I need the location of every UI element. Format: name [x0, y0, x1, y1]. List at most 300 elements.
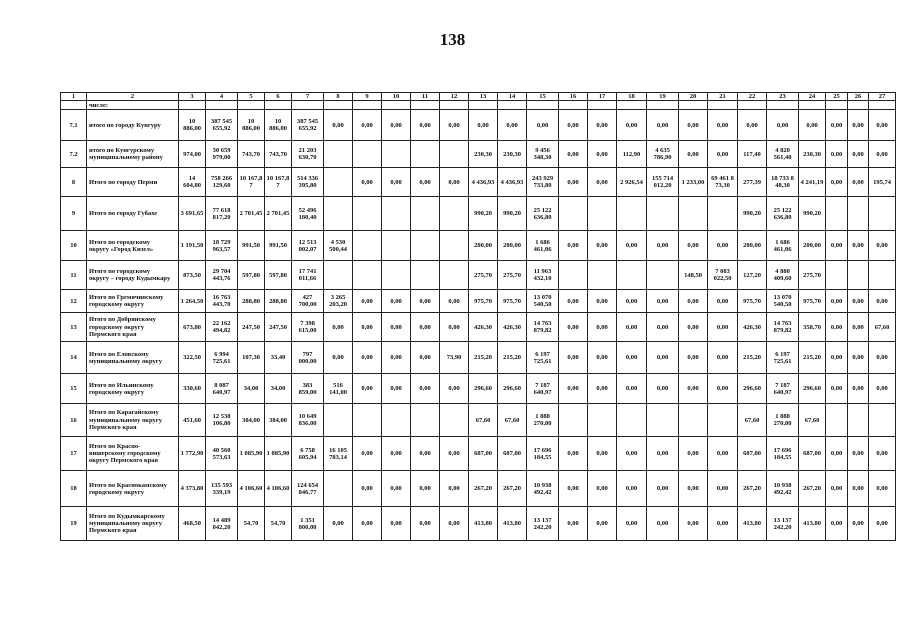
- value-cell: [353, 141, 382, 168]
- value-cell: 0,00: [869, 110, 896, 141]
- subheader-row: [61, 101, 896, 110]
- value-cell: 0,00: [647, 507, 679, 541]
- value-cell: 0,00: [848, 290, 869, 313]
- row-number: 13: [61, 313, 87, 342]
- empty-cell: [469, 101, 498, 110]
- value-cell: [848, 197, 869, 231]
- value-cell: 413,80: [799, 507, 826, 541]
- value-cell: 0,00: [559, 342, 588, 374]
- value-cell: 52 496 180,40: [292, 197, 324, 231]
- table-row: [61, 342, 896, 374]
- value-cell: 0,00: [848, 437, 869, 471]
- value-cell: 0,00: [588, 437, 617, 471]
- value-cell: 247,50: [265, 313, 292, 342]
- value-cell: 0,00: [679, 374, 708, 404]
- value-cell: 12 513 002,07: [292, 231, 324, 261]
- row-name: Итого по городскому округу «Город Кизел»: [87, 231, 179, 261]
- value-cell: 0,00: [617, 471, 647, 507]
- value-cell: 6 197 725,61: [527, 342, 559, 374]
- value-cell: 247,50: [238, 313, 265, 342]
- value-cell: 0,00: [382, 168, 411, 197]
- value-cell: 974,00: [179, 141, 206, 168]
- value-cell: 17 696 184,55: [527, 437, 559, 471]
- empty-cell: [738, 101, 767, 110]
- empty-cell: [353, 101, 382, 110]
- value-cell: [411, 197, 440, 231]
- value-cell: 10 167,8 7: [238, 168, 265, 197]
- value-cell: 0,00: [469, 110, 498, 141]
- value-cell: 215,20: [738, 342, 767, 374]
- value-cell: [826, 404, 848, 437]
- table-row: [61, 168, 896, 197]
- value-cell: [411, 231, 440, 261]
- row-number: 14: [61, 342, 87, 374]
- table-row: [61, 507, 896, 541]
- row-number: 15: [61, 374, 87, 404]
- value-cell: [848, 261, 869, 290]
- row-number: 11: [61, 261, 87, 290]
- value-cell: 0,00: [353, 374, 382, 404]
- header-cell: 2: [87, 93, 179, 101]
- header-cell: 8: [324, 93, 353, 101]
- value-cell: 0,00: [869, 231, 896, 261]
- value-cell: 873,50: [179, 261, 206, 290]
- value-cell: 0,00: [848, 471, 869, 507]
- value-cell: 0,00: [559, 507, 588, 541]
- value-cell: 0,00: [869, 437, 896, 471]
- value-cell: 73,90: [440, 342, 469, 374]
- header-row: [61, 93, 896, 101]
- value-cell: 0,00: [826, 507, 848, 541]
- value-cell: [559, 197, 588, 231]
- empty-cell: [292, 101, 324, 110]
- value-cell: 67,60: [799, 404, 826, 437]
- value-cell: 743,70: [265, 141, 292, 168]
- value-cell: 0,00: [324, 110, 353, 141]
- value-cell: 687,00: [738, 437, 767, 471]
- value-cell: [324, 261, 353, 290]
- empty-cell: [440, 101, 469, 110]
- value-cell: 743,70: [238, 141, 265, 168]
- header-cell: 7: [292, 93, 324, 101]
- value-cell: 34,00: [238, 374, 265, 404]
- value-cell: 267,20: [799, 471, 826, 507]
- header-cell: 14: [498, 93, 527, 101]
- value-cell: 0,00: [382, 290, 411, 313]
- row-number: 9: [61, 197, 87, 231]
- header-cell: 9: [353, 93, 382, 101]
- value-cell: 13 137 242,20: [767, 507, 799, 541]
- value-cell: 975,70: [799, 290, 826, 313]
- value-cell: [382, 197, 411, 231]
- value-cell: 16 105 783,14: [324, 437, 353, 471]
- value-cell: 0,00: [382, 507, 411, 541]
- subheader-label: числе:: [87, 101, 179, 110]
- value-cell: [440, 197, 469, 231]
- header-cell: 22: [738, 93, 767, 101]
- value-cell: 0,00: [708, 231, 738, 261]
- header-cell: 27: [869, 93, 896, 101]
- value-cell: 991,50: [238, 231, 265, 261]
- value-cell: 0,00: [527, 110, 559, 141]
- value-cell: [708, 404, 738, 437]
- empty-cell: [848, 101, 869, 110]
- value-cell: 67,60: [469, 404, 498, 437]
- value-cell: [617, 197, 647, 231]
- value-cell: [617, 404, 647, 437]
- value-cell: 0,00: [799, 110, 826, 141]
- value-cell: 0,00: [848, 342, 869, 374]
- row-name: итого по Кунгурскому муниципальному району: [87, 141, 179, 168]
- value-cell: 1 085,90: [238, 437, 265, 471]
- value-cell: 0,00: [679, 437, 708, 471]
- value-cell: 11 963 432,10: [527, 261, 559, 290]
- empty-cell: [799, 101, 826, 110]
- value-cell: 0,00: [440, 168, 469, 197]
- value-cell: 0,00: [559, 290, 588, 313]
- value-cell: 13 137 242,20: [527, 507, 559, 541]
- value-cell: 0,00: [559, 471, 588, 507]
- header-cell: 24: [799, 93, 826, 101]
- value-cell: [411, 141, 440, 168]
- value-cell: 10 886,00: [238, 110, 265, 141]
- value-cell: 0,00: [679, 507, 708, 541]
- value-cell: 0,00: [869, 507, 896, 541]
- value-cell: 18 729 963,57: [206, 231, 238, 261]
- table-row: [61, 261, 896, 290]
- value-cell: 1 233,00: [679, 168, 708, 197]
- row-name: Итого по Карагайскому муниципальному округу Пермского края: [87, 404, 179, 437]
- value-cell: 10 886,00: [179, 110, 206, 141]
- row-number: 17: [61, 437, 87, 471]
- value-cell: 13 070 540,50: [527, 290, 559, 313]
- value-cell: 0,00: [411, 313, 440, 342]
- header-cell: 10: [382, 93, 411, 101]
- value-cell: [869, 197, 896, 231]
- value-cell: 275,70: [469, 261, 498, 290]
- empty-cell: [61, 101, 87, 110]
- value-cell: 14 489 042,20: [206, 507, 238, 541]
- value-cell: 0,00: [826, 374, 848, 404]
- value-cell: 54,70: [238, 507, 265, 541]
- value-cell: 0,00: [647, 231, 679, 261]
- value-cell: 990,20: [469, 197, 498, 231]
- value-cell: 0,00: [588, 141, 617, 168]
- value-cell: 0,00: [353, 471, 382, 507]
- value-cell: 0,00: [382, 110, 411, 141]
- value-cell: 67,60: [738, 404, 767, 437]
- value-cell: 10 938 492,42: [527, 471, 559, 507]
- value-cell: 4 436,93: [469, 168, 498, 197]
- value-cell: 4 880 409,60: [767, 261, 799, 290]
- value-cell: 0,00: [411, 290, 440, 313]
- value-cell: 0,00: [353, 342, 382, 374]
- value-cell: 0,00: [353, 437, 382, 471]
- value-cell: 330,60: [179, 374, 206, 404]
- empty-cell: [869, 101, 896, 110]
- value-cell: 0,00: [679, 231, 708, 261]
- empty-cell: [559, 101, 588, 110]
- value-cell: 597,80: [265, 261, 292, 290]
- value-cell: 7 187 640,97: [527, 374, 559, 404]
- header-cell: 26: [848, 93, 869, 101]
- value-cell: 0,00: [353, 290, 382, 313]
- value-cell: 0,00: [767, 110, 799, 141]
- value-cell: 0,00: [826, 141, 848, 168]
- table-row: [61, 313, 896, 342]
- value-cell: 4 436,93: [498, 168, 527, 197]
- value-cell: 514 336 395,80: [292, 168, 324, 197]
- value-cell: 288,80: [238, 290, 265, 313]
- value-cell: 0,00: [869, 290, 896, 313]
- empty-cell: [324, 101, 353, 110]
- row-name: Итого по Еловскому муниципальному округу: [87, 342, 179, 374]
- empty-cell: [527, 101, 559, 110]
- value-cell: 0,00: [440, 471, 469, 507]
- value-cell: 758 266 129,60: [206, 168, 238, 197]
- row-name: Итого по городу Губахе: [87, 197, 179, 231]
- value-cell: 0,00: [679, 290, 708, 313]
- value-cell: 200,00: [498, 231, 527, 261]
- value-cell: [588, 261, 617, 290]
- table-row: [61, 110, 896, 141]
- header-cell: 18: [617, 93, 647, 101]
- value-cell: 230,30: [799, 141, 826, 168]
- value-cell: [411, 404, 440, 437]
- row-name: Итого по Краснокамскому городскому округу: [87, 471, 179, 507]
- value-cell: 117,40: [738, 141, 767, 168]
- value-cell: 0,00: [588, 342, 617, 374]
- table-row: [61, 231, 896, 261]
- value-cell: 107,30: [238, 342, 265, 374]
- value-cell: 1 085,90: [265, 437, 292, 471]
- value-cell: 0,00: [382, 313, 411, 342]
- value-cell: 0,00: [869, 471, 896, 507]
- value-cell: 4 241,19: [799, 168, 826, 197]
- value-cell: 991,50: [265, 231, 292, 261]
- value-cell: [353, 261, 382, 290]
- value-cell: 0,00: [411, 507, 440, 541]
- value-cell: 0,00: [588, 374, 617, 404]
- header-cell: 25: [826, 93, 848, 101]
- value-cell: 0,00: [440, 110, 469, 141]
- value-cell: 7 398 615,00: [292, 313, 324, 342]
- value-cell: 0,00: [826, 231, 848, 261]
- value-cell: 135 593 339,19: [206, 471, 238, 507]
- value-cell: 0,00: [826, 168, 848, 197]
- value-cell: 0,00: [559, 141, 588, 168]
- row-number: 16: [61, 404, 87, 437]
- value-cell: 0,00: [617, 437, 647, 471]
- value-cell: 0,00: [848, 168, 869, 197]
- value-cell: 0,00: [411, 471, 440, 507]
- value-cell: 383 859,00: [292, 374, 324, 404]
- value-cell: 0,00: [647, 342, 679, 374]
- value-cell: 0,00: [617, 313, 647, 342]
- value-cell: 413,80: [498, 507, 527, 541]
- value-cell: 0,00: [617, 507, 647, 541]
- value-cell: 67,60: [869, 313, 896, 342]
- value-cell: 0,00: [708, 374, 738, 404]
- value-cell: [440, 141, 469, 168]
- value-cell: 0,00: [647, 313, 679, 342]
- data-table: [60, 92, 896, 541]
- value-cell: 1 264,50: [179, 290, 206, 313]
- value-cell: 0,00: [382, 342, 411, 374]
- value-cell: 322,50: [179, 342, 206, 374]
- value-cell: 10 167,8 7: [265, 168, 292, 197]
- value-cell: 451,60: [179, 404, 206, 437]
- value-cell: 0,00: [826, 437, 848, 471]
- row-name: итого по городу Кунгуру: [87, 110, 179, 141]
- value-cell: 0,00: [617, 342, 647, 374]
- value-cell: 0,00: [617, 231, 647, 261]
- table-row: [61, 197, 896, 231]
- value-cell: 1 888 270,80: [767, 404, 799, 437]
- value-cell: 0,00: [647, 437, 679, 471]
- value-cell: 7 187 640,97: [767, 374, 799, 404]
- value-cell: 0,00: [588, 507, 617, 541]
- value-cell: 14 763 879,82: [767, 313, 799, 342]
- row-name: Итого по городскому округу – городу Кудымкару: [87, 261, 179, 290]
- value-cell: 4 530 500,44: [324, 231, 353, 261]
- value-cell: 0,00: [679, 471, 708, 507]
- value-cell: 25 122 636,80: [527, 197, 559, 231]
- empty-cell: [382, 101, 411, 110]
- header-cell: 15: [527, 93, 559, 101]
- value-cell: 0,00: [353, 168, 382, 197]
- value-cell: 0,00: [679, 342, 708, 374]
- table-row: [61, 404, 896, 437]
- value-cell: 687,00: [498, 437, 527, 471]
- value-cell: 0,00: [848, 507, 869, 541]
- value-cell: 0,00: [324, 313, 353, 342]
- value-cell: 975,70: [498, 290, 527, 313]
- value-cell: 387 545 655,92: [206, 110, 238, 141]
- value-cell: [647, 261, 679, 290]
- value-cell: 0,00: [848, 110, 869, 141]
- value-cell: 0,00: [647, 471, 679, 507]
- value-cell: 0,00: [738, 110, 767, 141]
- value-cell: 0,00: [440, 437, 469, 471]
- value-cell: 384,00: [238, 404, 265, 437]
- value-cell: 0,00: [826, 471, 848, 507]
- header-cell: 12: [440, 93, 469, 101]
- value-cell: 426,30: [498, 313, 527, 342]
- value-cell: 990,20: [498, 197, 527, 231]
- header-cell: 21: [708, 93, 738, 101]
- row-number: 12: [61, 290, 87, 313]
- value-cell: 0,00: [869, 342, 896, 374]
- value-cell: 0,00: [826, 110, 848, 141]
- table-row: [61, 471, 896, 507]
- value-cell: 77 618 817,20: [206, 197, 238, 231]
- header-cell: 19: [647, 93, 679, 101]
- value-cell: 0,00: [411, 110, 440, 141]
- table-row: [61, 290, 896, 313]
- value-cell: 29 704 443,76: [206, 261, 238, 290]
- empty-cell: [588, 101, 617, 110]
- value-cell: 67,60: [498, 404, 527, 437]
- value-cell: 2 701,45: [238, 197, 265, 231]
- value-cell: [826, 197, 848, 231]
- value-cell: 267,20: [738, 471, 767, 507]
- value-cell: [353, 231, 382, 261]
- value-cell: [559, 261, 588, 290]
- value-cell: [440, 231, 469, 261]
- value-cell: 975,70: [738, 290, 767, 313]
- value-cell: 0,00: [708, 313, 738, 342]
- value-cell: 0,00: [440, 507, 469, 541]
- value-cell: 0,00: [647, 110, 679, 141]
- value-cell: 7 083 022,50: [708, 261, 738, 290]
- value-cell: [382, 141, 411, 168]
- value-cell: 0,00: [411, 437, 440, 471]
- row-number: 7.2: [61, 141, 87, 168]
- value-cell: 0,00: [679, 313, 708, 342]
- value-cell: [647, 404, 679, 437]
- value-cell: 0,00: [848, 313, 869, 342]
- value-cell: 4 820 561,40: [767, 141, 799, 168]
- empty-cell: [647, 101, 679, 110]
- row-name: Итого по Ильинскому городскому округу: [87, 374, 179, 404]
- value-cell: 33,40: [265, 342, 292, 374]
- value-cell: 17 741 011,66: [292, 261, 324, 290]
- value-cell: 0,00: [440, 374, 469, 404]
- value-cell: 990,20: [799, 197, 826, 231]
- value-cell: 4 106,60: [238, 471, 265, 507]
- value-cell: 3 691,65: [179, 197, 206, 231]
- value-cell: 215,20: [799, 342, 826, 374]
- value-cell: 687,00: [469, 437, 498, 471]
- value-cell: 10 938 492,42: [767, 471, 799, 507]
- row-number: 18: [61, 471, 87, 507]
- value-cell: 267,20: [469, 471, 498, 507]
- value-cell: 0,00: [382, 471, 411, 507]
- value-cell: 0,00: [440, 313, 469, 342]
- empty-cell: [238, 101, 265, 110]
- value-cell: 975,70: [469, 290, 498, 313]
- value-cell: 277,39: [738, 168, 767, 197]
- value-cell: 0,00: [647, 290, 679, 313]
- value-cell: 288,80: [265, 290, 292, 313]
- value-cell: 275,70: [498, 261, 527, 290]
- header-cell: 23: [767, 93, 799, 101]
- value-cell: 22 162 494,82: [206, 313, 238, 342]
- value-cell: 14 604,80: [179, 168, 206, 197]
- table-row: [61, 437, 896, 471]
- value-cell: 0,00: [411, 374, 440, 404]
- value-cell: [679, 404, 708, 437]
- value-cell: 0,00: [353, 313, 382, 342]
- value-cell: [869, 261, 896, 290]
- value-cell: 200,00: [469, 231, 498, 261]
- value-cell: 1 686 461,06: [767, 231, 799, 261]
- empty-cell: [679, 101, 708, 110]
- value-cell: 30 659 979,00: [206, 141, 238, 168]
- value-cell: [440, 261, 469, 290]
- value-cell: 243 929 733,80: [527, 168, 559, 197]
- value-cell: 0,00: [353, 110, 382, 141]
- value-cell: 0,00: [559, 231, 588, 261]
- value-cell: 516 141,00: [324, 374, 353, 404]
- value-cell: 14 763 879,82: [527, 313, 559, 342]
- value-cell: [588, 404, 617, 437]
- empty-cell: [498, 101, 527, 110]
- row-number: 8: [61, 168, 87, 197]
- header-cell: 6: [265, 93, 292, 101]
- value-cell: 0,00: [588, 110, 617, 141]
